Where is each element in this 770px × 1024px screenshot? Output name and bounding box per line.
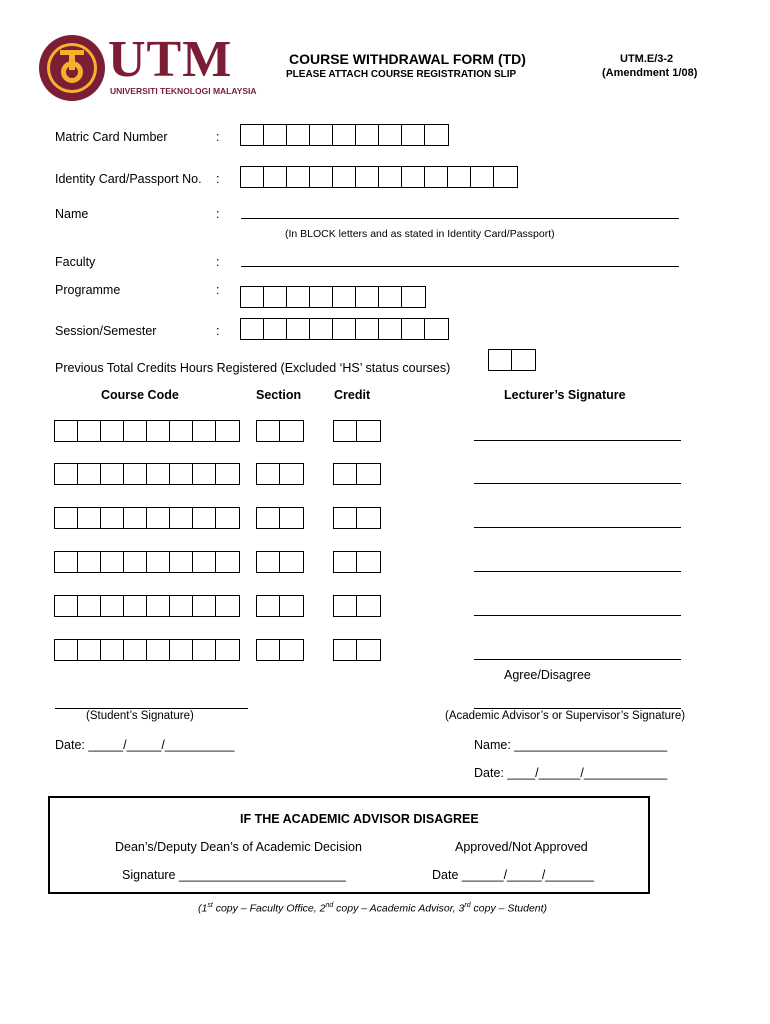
colon: : — [216, 130, 220, 144]
course-code-boxes[interactable] — [54, 507, 240, 529]
advisor-name[interactable]: Name: ______________________ — [474, 738, 668, 752]
form-subtitle: PLEASE ATTACH COURSE REGISTRATION SLIP — [286, 69, 517, 80]
amendment: (Amendment 1/08) — [602, 67, 698, 79]
section-boxes[interactable] — [256, 420, 304, 442]
credit-boxes[interactable] — [333, 639, 381, 661]
form-title: COURSE WITHDRAWAL FORM (TD) — [289, 51, 526, 67]
lecturer-signature-line[interactable] — [474, 659, 681, 660]
programme-label: Programme — [55, 283, 121, 297]
credit-boxes[interactable] — [333, 595, 381, 617]
course-code-header: Course Code — [101, 388, 179, 402]
credit-boxes[interactable] — [333, 420, 381, 442]
session-boxes[interactable] — [240, 318, 449, 340]
lecturer-signature-line[interactable] — [474, 483, 681, 484]
lecturer-header: Lecturer’s Signature — [504, 388, 626, 402]
colon: : — [216, 283, 220, 297]
credits-label: Previous Total Credits Hours Registered (Excluded ‘HS’ status courses) — [55, 361, 451, 375]
section-boxes[interactable] — [256, 463, 304, 485]
advisor-signature-line[interactable] — [474, 708, 681, 709]
name-hint: (In BLOCK letters and as stated in Identity Card/Passport) — [285, 228, 555, 240]
utm-logo — [38, 31, 257, 102]
colon: : — [216, 172, 220, 186]
section-boxes[interactable] — [256, 595, 304, 617]
dean-decision-label: Dean’s/Deputy Dean’s of Academic Decision — [115, 840, 362, 854]
dean-date[interactable]: Date ______/_____/_______ — [432, 868, 594, 882]
approved-not-approved[interactable]: Approved/Not Approved — [455, 840, 588, 854]
form-code: UTM.E/3-2 — [620, 53, 674, 65]
session-label: Session/Semester — [55, 324, 157, 338]
section-header: Section — [256, 388, 302, 402]
logo-word: UTM — [108, 31, 233, 88]
utm-crest-icon — [38, 34, 106, 102]
name-field[interactable] — [241, 218, 679, 219]
credit-boxes[interactable] — [333, 507, 381, 529]
course-code-boxes[interactable] — [54, 639, 240, 661]
lecturer-signature-line[interactable] — [474, 440, 681, 441]
section-boxes[interactable] — [256, 507, 304, 529]
faculty-field[interactable] — [241, 266, 679, 267]
student-signature-line[interactable] — [55, 708, 248, 709]
colon: : — [216, 324, 220, 338]
advisor-signature-label: (Academic Advisor’s or Supervisor’s Signature) — [445, 710, 686, 722]
credit-boxes[interactable] — [333, 463, 381, 485]
ic-boxes[interactable] — [240, 166, 518, 188]
name-label: Name — [55, 207, 89, 221]
decision-box — [48, 796, 650, 894]
lecturer-signature-line[interactable] — [474, 571, 681, 572]
programme-boxes[interactable] — [240, 286, 426, 308]
faculty-label: Faculty — [55, 255, 96, 269]
dean-signature[interactable]: Signature ________________________ — [122, 868, 346, 882]
section-boxes[interactable] — [256, 551, 304, 573]
course-code-boxes[interactable] — [54, 551, 240, 573]
credits-boxes[interactable] — [488, 349, 536, 371]
advisor-date[interactable]: Date: ____/______/____________ — [474, 766, 668, 780]
matric-label: Matric Card Number — [55, 130, 168, 144]
course-code-boxes[interactable] — [54, 420, 240, 442]
decision-heading: IF THE ACADEMIC ADVISOR DISAGREE — [240, 812, 479, 826]
section-boxes[interactable] — [256, 639, 304, 661]
copy-distribution: (1st copy – Faculty Office, 2nd copy – Academic Advisor, 3rd copy – Student) — [198, 902, 548, 915]
colon: : — [216, 207, 220, 221]
lecturer-signature-line[interactable] — [474, 527, 681, 528]
student-signature-label: (Student’s Signature) — [86, 710, 194, 722]
course-code-boxes[interactable] — [54, 595, 240, 617]
logo-subtitle: UNIVERSITI TEKNOLOGI MALAYSIA — [110, 86, 257, 96]
matric-boxes[interactable] — [240, 124, 449, 146]
colon: : — [216, 255, 220, 269]
agree-disagree: Agree/Disagree — [504, 668, 591, 682]
student-date[interactable]: Date: _____/_____/__________ — [55, 738, 235, 752]
ic-label: Identity Card/Passport No. — [55, 172, 202, 186]
credit-header: Credit — [334, 388, 371, 402]
lecturer-signature-line[interactable] — [474, 615, 681, 616]
course-code-boxes[interactable] — [54, 463, 240, 485]
credit-boxes[interactable] — [333, 551, 381, 573]
